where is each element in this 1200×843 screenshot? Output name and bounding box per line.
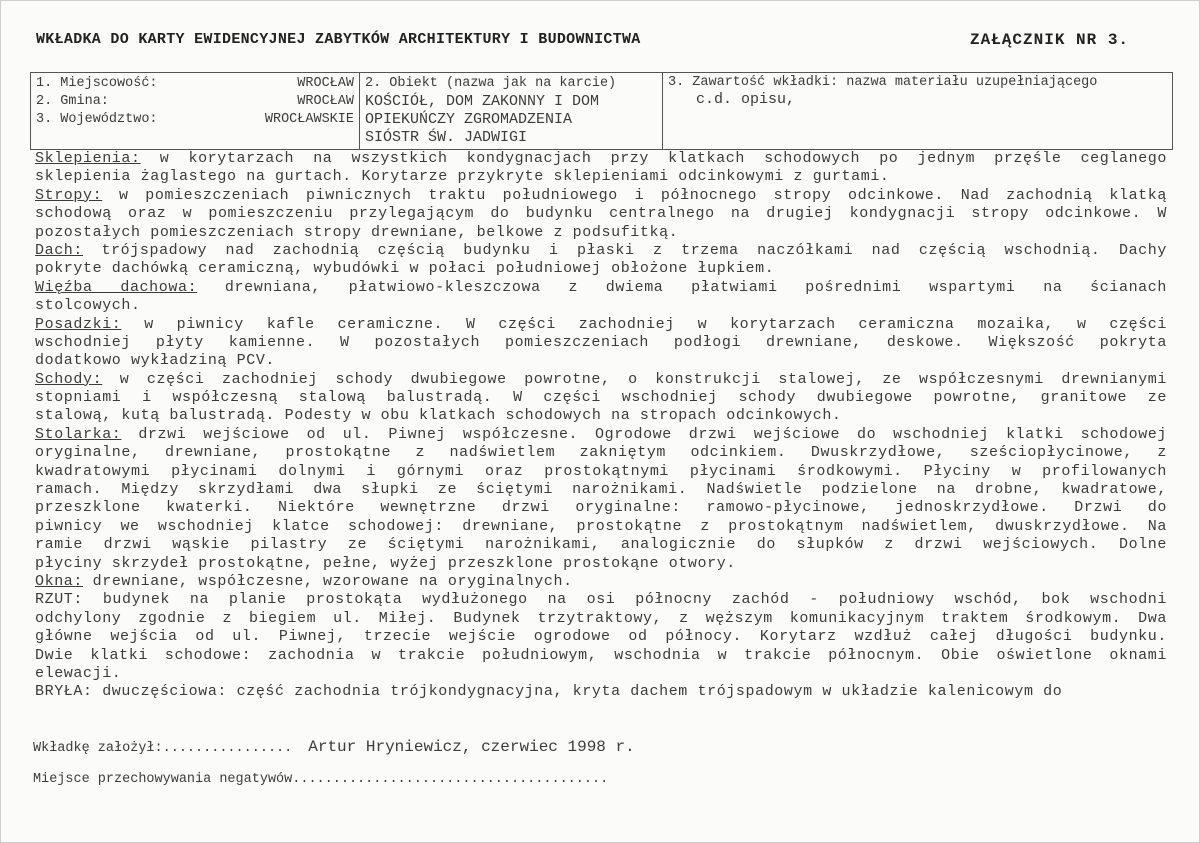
line-text: wschodniej płyty kamienne. W pozostałych pomieszczeniach podłogi drewniane, deskowe. Większość pokryta (35, 333, 1167, 351)
section (35, 371, 1167, 426)
section (35, 573, 1167, 591)
object-cell (360, 73, 663, 150)
line-text: schodową oraz w pomieszczeniu przylegającym do budynku centralnego na drugiej kondygnacji stropy odcinkowe. W (35, 205, 1167, 223)
section-heading: Więźba dachowa: (35, 278, 198, 296)
section (35, 187, 1167, 242)
line-text: drewniane, współczesne, wzorowane na oryginalnych. (83, 572, 573, 590)
line-text: sklepienia żaglastego na gurtach. Korytarze przykryte sklepieniami odcinkowymi z gurtami. (35, 168, 890, 186)
line-text: drzwi wejściowe od ul. Piwnej współczesne. Ogrodowe drzwi wejściowe do wschodniej klatki schodowej (121, 425, 1167, 443)
text-line (35, 205, 1167, 223)
line-text: w pomieszczeniach piwnicznych traktu południowego i północnego stropy odcinkowe. Nad zachodnią klatką (102, 186, 1167, 204)
section (35, 242, 1167, 279)
line-text: dodatkowo wykładziną PCV. (35, 352, 276, 370)
line-text: pokryte dachówką ceramiczną, wybudówki w połaci południowej obłożone łupkiem. (35, 260, 775, 278)
contents-value: c.d. opisu, (696, 91, 796, 108)
text-line (35, 407, 1167, 425)
text-line (35, 187, 1167, 205)
text-line (35, 555, 1167, 573)
line-text: ramie drzwi wąskie pilastry ze ściętymi narożnikami, analogicznie do słupków z drzwi wejściowych. Dolne (35, 536, 1167, 554)
contents-cell (663, 73, 1173, 150)
text-line (35, 463, 1167, 481)
line-text: Dwie klatki schodowe: zachodnia w trakcie południowym, wschodnia w trakcie północnym. Obie oświetlone oknami (35, 646, 1167, 664)
section-heading: Posadzki: (35, 315, 122, 333)
field-value: WROCŁAWSKIE (264, 112, 354, 127)
founder-value: Artur Hryniewicz, czerwiec 1998 r. (308, 738, 635, 756)
line-text: stopniami i współczesną stalową balustradą. W części wschodniej schody dwubiegowe powrotne, granitowe ze (35, 389, 1167, 407)
field-label: 1. Miejscowość: (36, 76, 158, 91)
section-heading: Sklepienia: (35, 150, 141, 167)
object-name-line: OPIEKUŃCZY ZGROMADZENIA (365, 111, 573, 128)
text-line (35, 224, 1167, 242)
text-line (35, 352, 1167, 370)
founder-label: Wkładkę założył:................ (33, 741, 293, 756)
negatives-label: Miejsce przechowywania negatywów....................................... (33, 772, 609, 787)
line-text: trójspadowy nad zachodnią częścią budynku i płaski z trzema naczółkami nad częścią wschodnią. Dachy (83, 241, 1167, 259)
founder-line (33, 738, 635, 756)
section-heading: Dach: (35, 241, 84, 259)
commune-row (36, 93, 354, 111)
text-line (35, 518, 1167, 536)
field-value: WROCŁAW (297, 94, 354, 109)
text-line (35, 444, 1167, 462)
section-heading: Stolarka: (35, 425, 122, 443)
section-heading: Schody: (35, 370, 103, 388)
metadata-table (30, 72, 1173, 150)
text-line (35, 499, 1167, 517)
text-line (35, 150, 1167, 168)
section (35, 591, 1167, 683)
line-text: elewacji. (35, 664, 122, 682)
object-name-line: SIÓSTR ŚW. JADWIGI (365, 129, 528, 146)
field-value: WROCŁAW (297, 76, 354, 91)
section-heading: Stropy: (35, 186, 103, 204)
object-label: 2. Obiekt (nazwa jak na karcie) (365, 76, 617, 91)
line-text: oryginalne, drewniane, prostokątne z nadświetlem zakniętym odcinkiem. Dwuskrzydłowe, sześciopłycinowe, z (35, 444, 1167, 462)
text-line (35, 610, 1167, 628)
line-text: w piwnicy kafle ceramiczne. W części zachodniej w korytarzach ceramiczna mozaika, w części (121, 315, 1167, 333)
line-text: kwadratowymi płycinami dolnymi i górnymi oraz prostokątnymi płycinami środkowymi. Płyciny w profilowanych (35, 462, 1167, 480)
line-text: RZUT: budynek na planie prostokąta wydłużonego na osi północny zachód - południowy wschód, bok wschodni (35, 591, 1167, 609)
text-line (35, 334, 1167, 352)
text-line (35, 665, 1167, 683)
location-cell (31, 73, 360, 150)
text-line (35, 371, 1167, 389)
line-text: ramach. Między skrzydłami dwa słupki ze ściętymi narożnikami. Nadświetle podzielone na drobne, kwadratowe, (35, 481, 1167, 499)
annex-number: ZAŁĄCZNIK NR 3. (970, 31, 1130, 49)
section (35, 316, 1167, 371)
section (35, 150, 1167, 187)
line-text: piwnicy we wschodniej klatce schodowej: drewniane, prostokątne z prostokątnym nadświetlem, dwuskrzydłowe. Na (35, 517, 1167, 535)
line-text: drewniana, płatwiowo-kleszczowa z dwiema płatwiami pośrednimi wspartymi na ścianach (197, 278, 1167, 296)
text-line (35, 536, 1167, 554)
line-text: w części zachodniej schody dwubiegowe powrotne, o konstrukcji stalowej, ze współczesnymi drewnianymi (102, 370, 1167, 388)
negatives-line (33, 772, 608, 787)
text-line (35, 242, 1167, 260)
document-title: WKŁADKA DO KARTY EWIDENCYJNEJ ZABYTKÓW ARCHITEKTURY I BUDOWNICTWA (36, 31, 641, 48)
voivodeship-row (36, 111, 354, 129)
text-line (35, 573, 1167, 591)
section-heading: Okna: (35, 572, 84, 590)
object-name-line: KOŚCIÓŁ, DOM ZAKONNY I DOM (365, 93, 600, 110)
line-text: przeszklone kwaterki. Niektóre wewnętrzne drzwi oryginalne: ramowo-płycinowe, jednoskrzydłowe. Drzwi do (35, 499, 1167, 517)
text-line (35, 168, 1167, 186)
contents-label: 3. Zawartość wkładki: nazwa materiału uzupełniającego (668, 75, 1098, 90)
text-line (35, 426, 1167, 444)
locality-row (36, 75, 354, 93)
section (35, 279, 1167, 316)
description-body (35, 150, 1167, 702)
line-text: odchylony zgodnie z biegiem ul. Miłej. Budynek trzytraktowy, z węższym komunikacyjnym traktem środkowym. Dwa (35, 609, 1167, 627)
line-text: w korytarzach na wszystkich kondygnacjach przy klatkach schodowych po jednym przęśle ceglanego (140, 150, 1167, 167)
text-line (35, 683, 1167, 701)
text-line (35, 389, 1167, 407)
line-text: płyciny skrzydeł prostokątne, pełne, wyżej przeszklone prostokąne otwory. (35, 554, 736, 572)
line-text: stolcowych. (35, 297, 141, 315)
section (35, 426, 1167, 573)
text-line (35, 316, 1167, 334)
line-text: stalową, kutą balustradą. Podesty w obu klatkach schodowych na stropach odcinkowych. (35, 407, 842, 425)
text-line (35, 297, 1167, 315)
text-line (35, 647, 1167, 665)
section (35, 683, 1167, 701)
field-label: 3. Województwo: (36, 112, 158, 127)
text-line (35, 279, 1167, 297)
text-line (35, 628, 1167, 646)
field-label: 2. Gmina: (36, 94, 109, 109)
line-text: główne wejścia od ul. Piwnej, trzecie wejście ogrodowe od północy. Korytarz wzdłuż całej długości budynku. (35, 628, 1167, 646)
text-line (35, 260, 1167, 278)
line-text: pozostałych pomieszczeniach stropy drewniane, belkowe z podsufitką. (35, 223, 679, 241)
line-text: BRYŁA: dwuczęściowa: część zachodnia trójkondygnacyjna, kryta dachem trójspadowym w układzie kalenicowym do (35, 683, 1063, 701)
text-line (35, 591, 1167, 609)
text-line (35, 481, 1167, 499)
